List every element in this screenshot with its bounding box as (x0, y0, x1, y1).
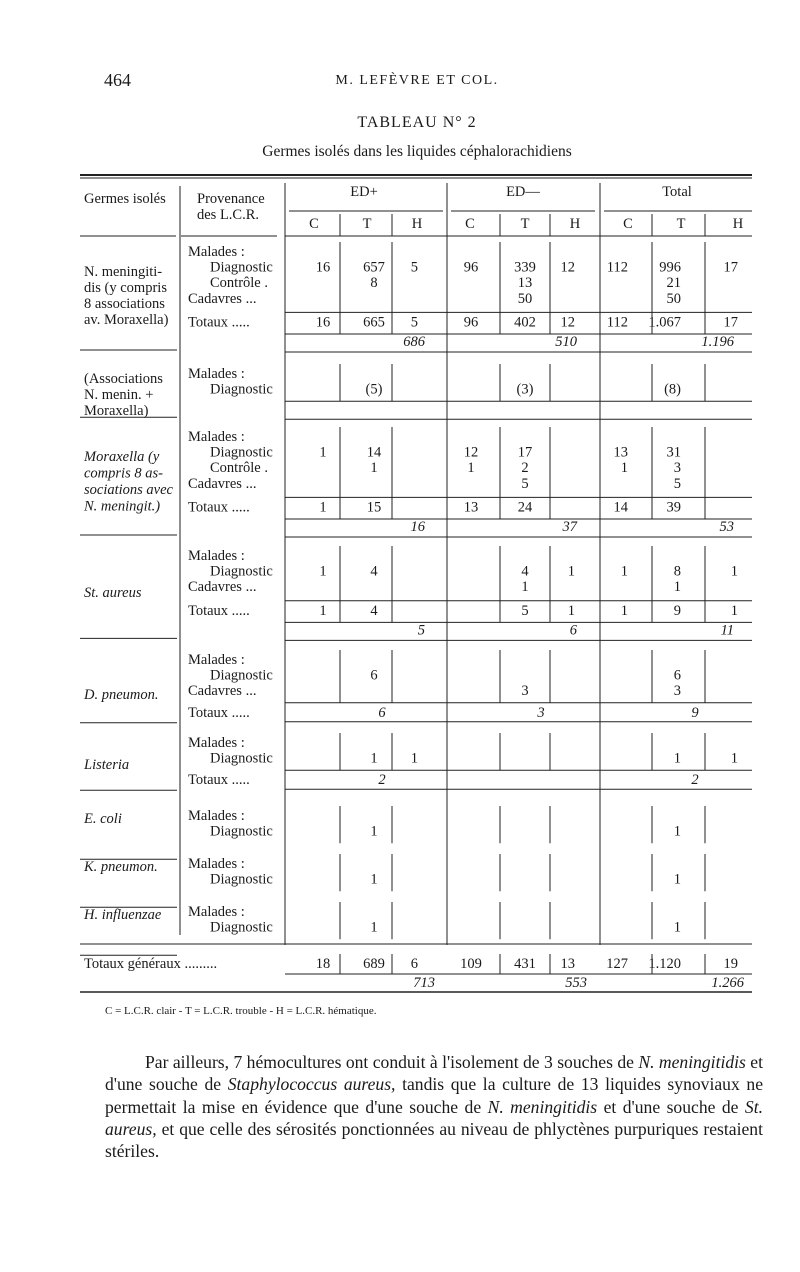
data-value: 96 (463, 314, 479, 331)
germ-name: 8 associations (84, 296, 165, 312)
provenance-label: Malades : (188, 244, 245, 260)
data-value: 1 (730, 750, 738, 767)
group-total: 53 (719, 519, 734, 535)
data-value: 16 (315, 314, 331, 331)
data-value: 50 (517, 290, 533, 307)
data-value: 1 (319, 444, 327, 461)
germ-name: Listeria (84, 757, 130, 773)
data-value: 657 (363, 259, 385, 276)
data-value: 5 (410, 314, 418, 331)
provenance-label: Malades : (188, 429, 245, 445)
data-value: 4 (521, 563, 529, 580)
grand-total-value: 19 (723, 956, 738, 972)
data-value: 1 (673, 919, 681, 936)
data-value: 1 (370, 871, 378, 888)
germ-name: K. pneumon. (84, 859, 158, 875)
group-total: 510 (555, 334, 577, 350)
grand-total-value: 6 (410, 956, 418, 972)
germ-name: D. pneumon. (84, 687, 159, 703)
data-value: (5) (365, 381, 383, 398)
grand-total-value: 689 (363, 956, 385, 972)
data-value: 1 (370, 823, 378, 840)
data-value: 1 (673, 579, 681, 596)
provenance-label: Totaux ..... (188, 314, 250, 331)
provenance-label: Diagnostic (210, 823, 273, 840)
group-total: 16 (410, 519, 425, 535)
group-total: 11 (720, 622, 734, 639)
data-value: 5 (521, 475, 529, 492)
provenance-label: Malades : (188, 856, 245, 872)
provenance-label: Contrôle . (210, 275, 268, 292)
group-total: 686 (403, 334, 425, 350)
provenance-label: Diagnostic (210, 563, 273, 580)
provenance-label: Contrôle . (210, 460, 268, 477)
germ-name: av. Moraxella) (84, 312, 169, 328)
data-value: 12 (560, 314, 575, 331)
germ-name: Moraxella) (84, 403, 149, 419)
provenance-header: Provenance (197, 191, 265, 207)
provenance-header: des L.C.R. (197, 207, 260, 223)
data-value: 5 (673, 475, 681, 492)
data-value: 96 (463, 259, 479, 276)
data-value: 5 (521, 602, 529, 619)
data-value: 1 (567, 563, 575, 580)
sub-header: H (411, 216, 423, 232)
sub-header: C (309, 216, 319, 232)
provenance-label: Diagnostic (210, 259, 273, 276)
data-value: 3 (521, 683, 529, 700)
group-total: 5 (417, 622, 425, 639)
data-value: 50 (666, 290, 681, 307)
data-value: 1 (673, 750, 681, 767)
grand-group-total: 713 (413, 975, 435, 991)
data-value: 1 (567, 602, 575, 619)
data-value: 996 (659, 259, 681, 276)
data-value: 1 (673, 823, 681, 840)
data-value: 14 (613, 499, 628, 516)
data-value: 9 (673, 602, 681, 619)
body-paragraph (105, 1051, 763, 1162)
table-subtitle: Germes isolés dans les liquides céphalorachidiens (262, 143, 572, 160)
data-value: 1 (370, 750, 378, 767)
group-total: 9 (691, 704, 699, 721)
provenance-label: Malades : (188, 808, 245, 824)
data-value: 2 (521, 460, 529, 477)
grand-total-value: 1.120 (648, 956, 681, 972)
provenance-label: Malades : (188, 735, 245, 751)
germ-name: N. menin. + (84, 387, 154, 403)
grand-group-total: 553 (565, 975, 587, 991)
germ-name: sociations avec (84, 482, 173, 498)
data-value: 339 (514, 259, 536, 276)
data-value: 1 (730, 563, 738, 580)
data-value: 6 (673, 667, 681, 684)
data-value: 15 (366, 499, 382, 516)
group-total: 6 (569, 622, 577, 639)
data-value: 13 (517, 275, 533, 292)
text-run: et d'une souche de (105, 1052, 763, 1095)
group-total: 2 (691, 772, 699, 789)
sub-header: C (623, 216, 633, 232)
text-run: et que celle des sérosités ponctionnées au niveau de phlyctènes purpuriques restaient stériles. (105, 1118, 763, 1162)
group-header: Total (662, 184, 692, 200)
data-value: 1 (620, 563, 628, 580)
data-value: 1.067 (648, 314, 681, 331)
provenance-label: Totaux ..... (188, 704, 250, 721)
data-value: 112 (606, 314, 628, 331)
data-value: 1 (730, 602, 738, 619)
data-value: 17 (517, 444, 533, 461)
running-head: M. LEFÈVRE ET COL. (335, 73, 499, 88)
text-run: Par ailleurs, 7 hémocultures ont conduit à l'isolement de 3 souches de (145, 1052, 639, 1072)
germ-name: St. aureus (84, 585, 142, 601)
provenance-label: Diagnostic (210, 444, 273, 461)
data-value: 21 (666, 275, 681, 292)
data-value: 1 (319, 563, 327, 580)
provenance-label: Malades : (188, 904, 245, 920)
table-title: TABLEAU N° 2 (357, 114, 477, 131)
data-value: 17 (723, 259, 738, 276)
paragraph-text (105, 1051, 763, 1162)
text-run: et d'une souche de (597, 1096, 745, 1117)
data-value: 13 (463, 499, 479, 516)
data-value: 14 (366, 444, 382, 461)
italic-term: N. meningitidis (638, 1052, 746, 1072)
data-value: 4 (370, 602, 378, 619)
provenance-label: Diagnostic (210, 750, 273, 767)
data-value: 39 (666, 499, 681, 516)
data-value: 1 (319, 602, 327, 619)
provenance-label: Diagnostic (210, 667, 273, 684)
data-value: 1 (370, 460, 378, 477)
italic-term: N. meningitidis (487, 1096, 598, 1117)
data-value: 6 (370, 667, 378, 684)
provenance-label: Totaux ..... (188, 772, 250, 789)
provenance-label: Malades : (188, 366, 245, 382)
data-value: (8) (664, 381, 681, 398)
provenance-label: Malades : (188, 652, 245, 668)
grand-total-value: 109 (460, 956, 482, 972)
germ-name: compris 8 as- (84, 465, 163, 482)
group-total: 2 (378, 772, 386, 789)
germ-name: Moraxella (y (84, 449, 160, 465)
data-value: 13 (613, 444, 628, 461)
grand-group-total: 1.266 (711, 975, 744, 991)
italic-term: St. aureus, (105, 1096, 764, 1139)
page-number: 464 (104, 70, 131, 90)
sub-header: T (362, 216, 372, 232)
germ-name: H. influenzae (84, 907, 162, 923)
sub-header: H (732, 216, 744, 232)
sub-header: H (569, 216, 581, 232)
data-value: 1 (410, 750, 418, 767)
germ-name: N. meningiti- (84, 264, 163, 280)
grand-total-value: 127 (606, 956, 628, 972)
data-value: 1 (370, 919, 378, 936)
group-header: ED— (506, 184, 540, 200)
data-value: 1 (521, 579, 529, 596)
provenance-label: Cadavres ... (188, 579, 257, 596)
data-value: 3 (673, 683, 681, 700)
provenance-label: Cadavres ... (188, 475, 257, 492)
data-value: 1 (467, 460, 475, 477)
table-footnote: C = L.C.R. clair - T = L.C.R. trouble - H = L.C.R. hématique. (105, 1005, 377, 1017)
grand-total-value: 13 (560, 956, 575, 972)
data-value: 16 (315, 259, 331, 276)
data-value: 1 (673, 871, 681, 888)
data-value: 12 (463, 444, 479, 461)
data-value: 31 (666, 444, 681, 461)
data-value: 402 (514, 314, 536, 331)
data-value: 112 (606, 259, 628, 276)
data-value: 24 (517, 499, 533, 516)
provenance-label: Diagnostic (210, 919, 273, 936)
data-value: 1 (319, 499, 327, 516)
group-total: 6 (378, 704, 386, 721)
group-total: 1.196 (701, 334, 734, 350)
data-value: 5 (410, 259, 418, 276)
sub-header: T (676, 216, 686, 232)
germ-name: N. meningit.) (84, 498, 161, 515)
data-value: 1 (620, 602, 628, 619)
provenance-label: Diagnostic (210, 381, 273, 398)
data-value: 8 (673, 563, 681, 580)
group-total: 3 (537, 704, 545, 721)
data-value: 4 (370, 563, 378, 580)
provenance-label: Totaux ..... (188, 602, 250, 619)
text-run: tandis que la culture de 13 liquides synoviaux ne permettait la mise en évidence que d'une souche de (105, 1074, 763, 1117)
data-value: 665 (363, 314, 385, 331)
germ-name: dis (y compris (84, 280, 167, 296)
grand-total-label: Totaux généraux ......... (84, 956, 218, 972)
sub-header: T (520, 216, 530, 232)
provenance-label: Malades : (188, 548, 245, 564)
data-value: 1 (620, 460, 628, 477)
data-value: 8 (370, 275, 378, 292)
grand-total-value: 18 (315, 956, 331, 972)
grand-total-value: 431 (514, 956, 536, 972)
provenance-label: Totaux ..... (188, 499, 250, 516)
sub-header: C (465, 216, 475, 232)
group-header: ED+ (350, 184, 378, 200)
germ-name: (Associations (84, 371, 163, 387)
data-value: (3) (516, 381, 534, 398)
data-value: 3 (673, 460, 681, 477)
germes-header: Germes isolés (84, 191, 166, 207)
provenance-label: Cadavres ... (188, 683, 257, 700)
italic-term: Staphylococcus aureus, (227, 1074, 396, 1095)
data-value: 17 (723, 314, 738, 331)
data-value: 12 (560, 259, 575, 276)
group-total: 37 (562, 519, 577, 535)
provenance-label: Diagnostic (210, 871, 273, 888)
provenance-label: Cadavres ... (188, 290, 257, 307)
germ-name: E. coli (84, 811, 122, 827)
